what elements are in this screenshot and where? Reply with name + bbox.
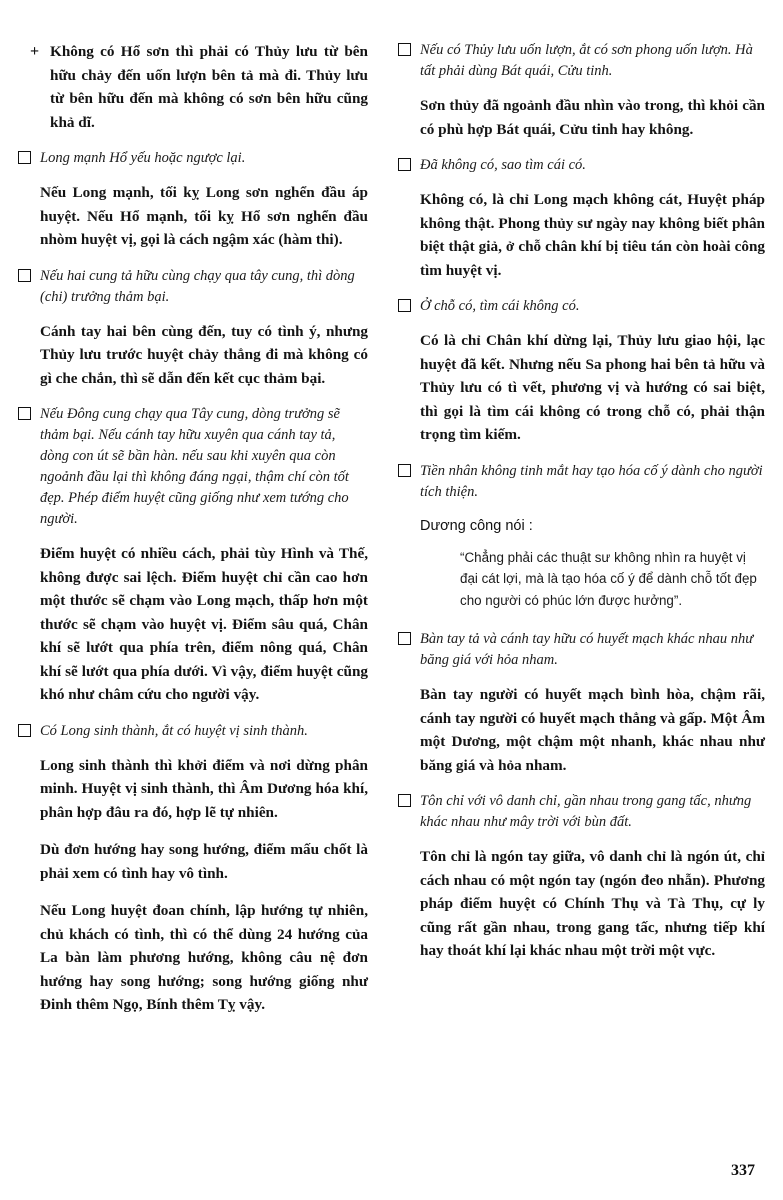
paragraph: Cánh tay hai bên cùng đến, tuy có tình ý, nhưng Thủy lưu trước huyệt chảy thẳng đi mà không có gì che chắn, thì sẽ dẫn đến kết cục thảm bại.	[40, 322, 368, 387]
checkbox-icon	[398, 464, 411, 477]
section-heading-tien-nhan	[398, 461, 765, 503]
checkbox-icon	[18, 151, 31, 164]
paragraph: Bàn tay người có huyết mạch bình hòa, chậm rãi, cánh tay người có huyết mạch thẳng và gấp. Một Âm một Dương, một chậm một nhanh, khác nhau như băng giá và hỏa nham.	[420, 686, 765, 774]
paragraph: Có là chỉ Chân khí dừng lại, Thủy lưu giao hội, lạc huyệt đã kết. Nhưng nếu Sa phong hai bên tả hữu và Thủy lưu có tì vết, phương vị và hướng có sai biệt, thì gọi là tìm cái không có trong chỗ có, phải thận trọng tìm kiếm.	[420, 332, 765, 443]
paragraph: Điểm huyệt có nhiều cách, phải tùy Hình và Thế, không được sai lệch. Điểm huyệt chỉ cần cao hơn một thước sẽ chạm vào Long mạch, thấp hơn một thước sẽ chạm vào huyệt vị. Điểm sâu quá, Chân khí sẽ lướt qua phía trên, điểm nông quá, Chân khí sẽ lướt qua phía dưới. Vì vậy, điểm huyệt cũng khó như châm cứu cho người vậy.	[40, 545, 368, 703]
quote-intro: Dương công nói :	[420, 517, 533, 534]
checkbox-icon	[398, 632, 411, 645]
checkbox-icon	[18, 724, 31, 737]
checkbox-icon	[398, 158, 411, 171]
paragraph: Dù đơn hướng hay song hướng, điểm mấu chốt là phải xem có tình hay vô tình.	[40, 841, 368, 882]
checkbox-icon	[18, 407, 31, 420]
checkbox-icon	[18, 269, 31, 282]
paragraph: Tôn chỉ là ngón tay giữa, vô danh chỉ là ngón út, chỉ cách nhau có một ngón tay (ngón đeo nhẫn). Phương pháp điểm huyệt có Chính Thụ và Tà Thụ, cự ly cũng rất gần nhau, trong gang tấc, nhưng tiếp khí hay thoát khí lại khác nhau một trời một vực.	[420, 848, 765, 959]
checkbox-icon	[398, 299, 411, 312]
left-column	[18, 40, 368, 1031]
section-heading-text: Long mạnh Hổ yếu hoặc ngược lại.	[40, 150, 246, 166]
paragraph: Không có, là chỉ Long mạch không cát, Huyệt pháp không thật. Phong thủy sư ngày nay không biết phân biệt thật giả, ở chỗ chân khí bị tiêu tán còn hoài công tìm huyệt vị.	[420, 191, 765, 279]
page-number: 337	[731, 1162, 755, 1179]
section-heading-thuy-luu	[398, 40, 765, 82]
plus-bullet-icon: +	[30, 43, 40, 60]
paragraph: Long sinh thành thì khởi điểm và nơi dừng phân minh. Huyệt vị sinh thành, thì Âm Dương hóa khí, phân hợp đâu ra đó, hợp lẽ tự nhiên.	[40, 756, 368, 821]
section-heading-text: Nếu có Thủy lưu uốn lượn, ắt có sơn phong uốn lượn. Hà tất phải dùng Bát quái, Cửu tinh.	[420, 42, 753, 79]
section-heading-text: Nếu hai cung tả hữu cùng chạy qua tây cung, thì dòng (chi) trưởng thảm bại.	[40, 267, 355, 305]
section-heading-text: Tôn chỉ với vô danh chỉ, gần nhau trong gang tấc, nhưng khác nhau như mây trời với bùn đất.	[420, 793, 752, 830]
section-heading-o-cho-co	[398, 296, 765, 317]
paragraph: Sơn thủy đã ngoảnh đầu nhìn vào trong, thì khỏi cần có phù hợp Bát quái, Cửu tinh hay không.	[420, 97, 765, 138]
section-heading-ban-tay	[398, 629, 765, 671]
quote-text: “Chẳng phải các thuật sư không nhìn ra huyệt vị đại cát lợi, mà là tạo hóa cố ý để dành chỗ tốt đẹp cho người có phúc lớn được hưởng”.	[460, 549, 757, 608]
section-heading-text: Đã không có, sao tìm cái có.	[420, 157, 586, 173]
section-heading-long-manh	[18, 148, 368, 169]
section-heading-text: Nếu Đông cung chạy qua Tây cung, dòng trưởng sẽ thảm bại. Nếu cánh tay hữu xuyên qua cánh tay tả, dòng con út sẽ bần hàn. nếu sau khi xuyên qua còn ngoảnh đầu lại thì không đáng ngại, thậm chí còn tốt đẹp. Phép điểm huyệt cũng giống như xem tướng cho người.	[40, 406, 349, 527]
checkbox-icon	[398, 794, 411, 807]
section-heading-text: Có Long sinh thành, ắt có huyệt vị sinh thành.	[40, 722, 308, 739]
right-column	[398, 40, 765, 977]
section-heading-ton-chi	[398, 791, 765, 833]
section-heading-text: Bàn tay tả và cánh tay hữu có huyết mạch khác nhau như băng giá với hỏa nham.	[420, 631, 754, 668]
section-heading-text: Ở chỗ có, tìm cái không có.	[420, 298, 580, 314]
section-heading-text: Tiền nhân không tinh mắt hay tạo hóa cố ý dành cho người tích thiện.	[420, 462, 763, 500]
section-heading-long-sinh-thanh	[18, 721, 368, 742]
section-heading-dong-cung	[18, 404, 368, 530]
bullet-text: Không có Hổ sơn thì phải có Thủy lưu từ bên hữu chảy đến uốn lượn bên tả mà đi. Thủy lưu từ bên hữu đến mà không có sơn bên hữu cũng khả dĩ.	[50, 43, 368, 131]
section-heading-khong-co	[398, 155, 765, 176]
checkbox-icon	[398, 43, 411, 56]
paragraph: Nếu Long huyệt đoan chính, lập hướng tự nhiên, chủ khách có tình, thì có thể dùng 24 hướng của La bàn làm phương hướng, không câu nệ đơn hướng hay song hướng; song hướng giống như Đinh thêm Ngọ, Bính thêm Tỵ vậy.	[40, 902, 368, 1013]
bullet-item	[18, 40, 368, 134]
paragraph: Nếu Long mạnh, tối kỵ Long sơn nghển đầu áp huyệt. Nếu Hổ mạnh, tối kỵ Hổ sơn nghển đầu nhòm huyệt vị, gọi là cách ngậm xác (hàm thi).	[40, 184, 368, 248]
section-heading-hai-cung	[18, 266, 368, 308]
